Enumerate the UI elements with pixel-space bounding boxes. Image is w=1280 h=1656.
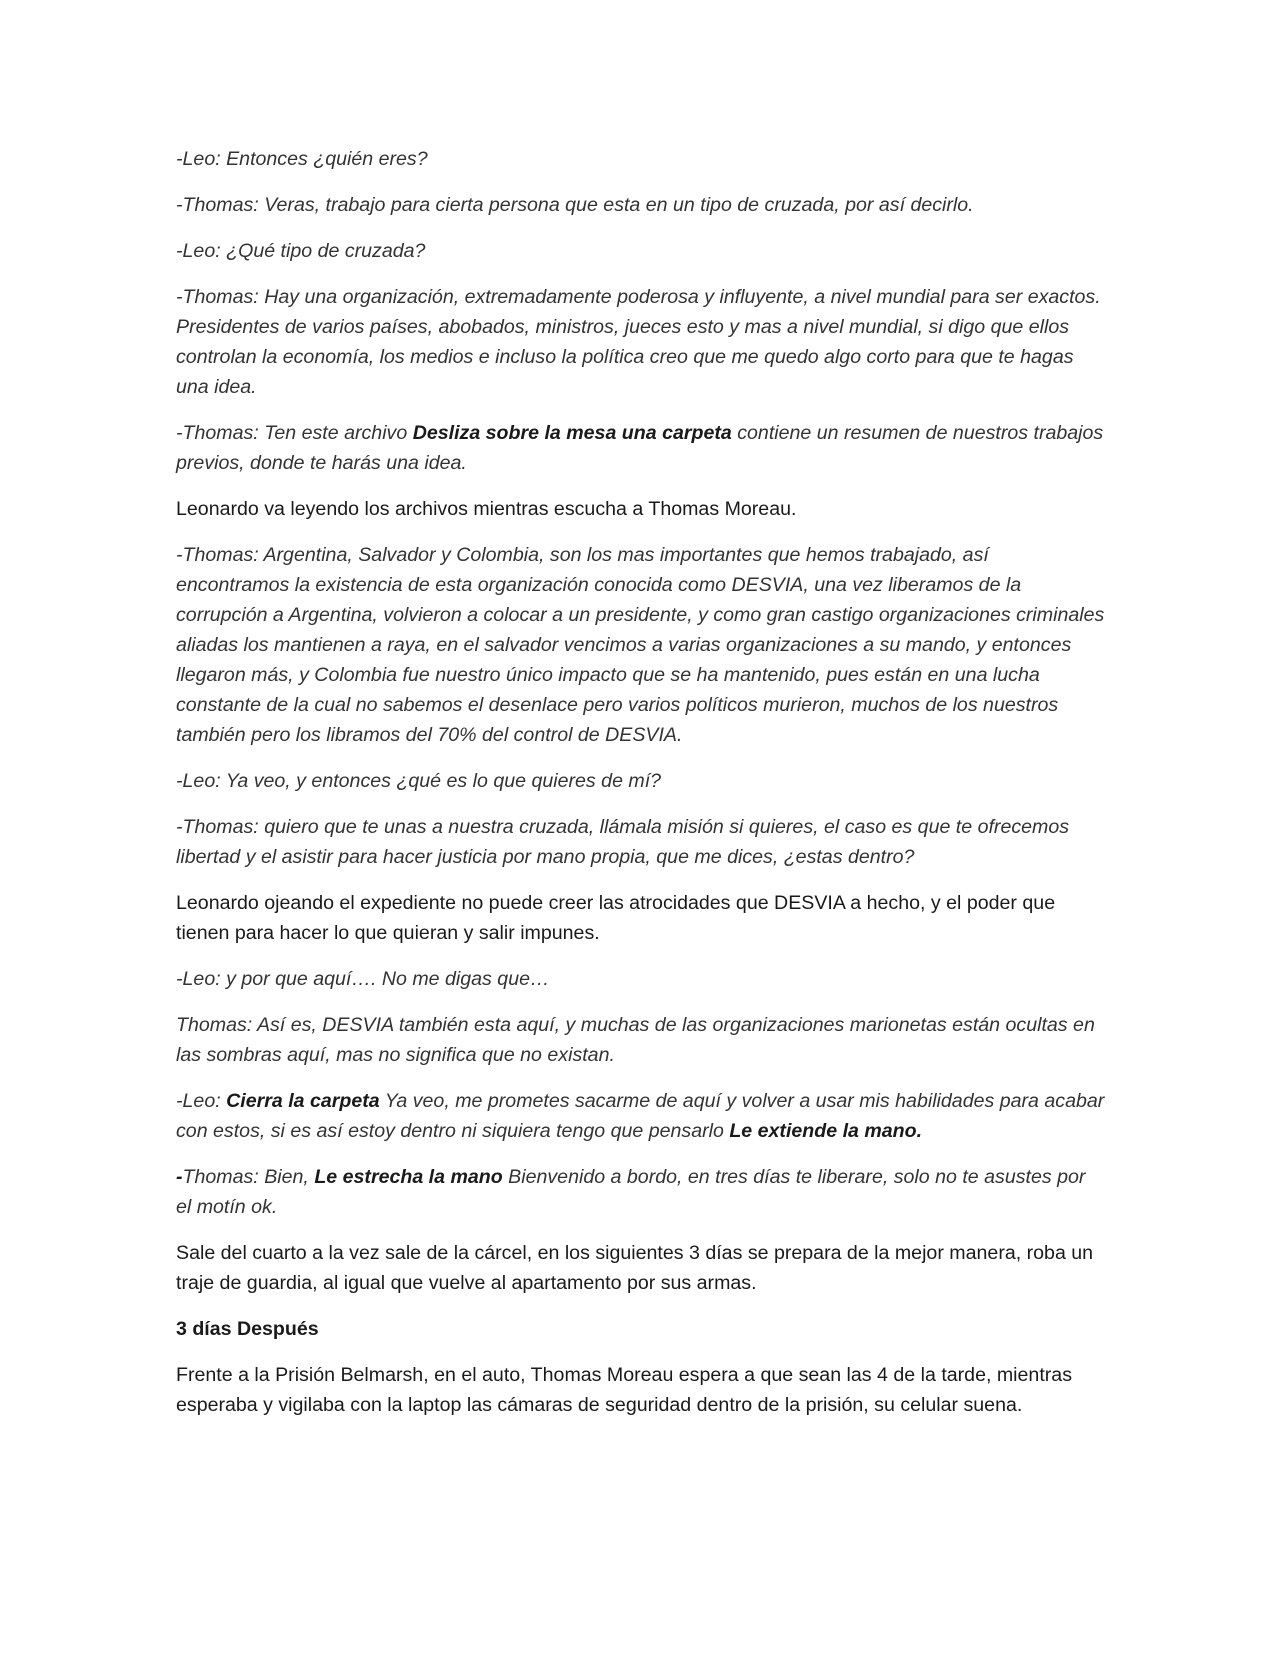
- stage-direction: Desliza sobre la mesa una carpeta: [412, 422, 732, 444]
- paragraph-6: [176, 494, 1106, 524]
- paragraph-1: [176, 144, 1106, 174]
- paragraph-13: [176, 1086, 1106, 1146]
- paragraph-4: [176, 282, 1106, 402]
- paragraph-12: [176, 1010, 1106, 1070]
- text-run: Frente a la Prisión Belmarsh, en el auto, Thomas Moreau espera a que sean las 4 de la tarde, mientras esperaba y vigilaba con la laptop las cámaras de seguridad dentro de la prisión, su celular suena.: [176, 1364, 1072, 1416]
- text-run: Leonardo ojeando el expediente no puede creer las atrocidades que DESVIA a hecho, y el poder que tienen para hacer lo que quieran y salir impunes.: [176, 892, 1056, 944]
- document-page: [176, 144, 1106, 1436]
- paragraph-3: [176, 236, 1106, 266]
- stage-direction: Le extiende la mano.: [729, 1120, 923, 1142]
- paragraph-5: [176, 418, 1106, 478]
- paragraph-8: [176, 766, 1106, 796]
- paragraph-9: [176, 812, 1106, 872]
- stage-direction: -: [176, 1166, 183, 1188]
- paragraph-15: [176, 1238, 1106, 1298]
- stage-direction: Le estrecha la mano: [314, 1166, 503, 1188]
- paragraph-7: [176, 540, 1106, 750]
- paragraph-2: [176, 190, 1106, 220]
- text-run: -Leo: Ya veo, y entonces ¿qué es lo que quieres de mí?: [176, 770, 662, 792]
- text-run: contiene un resumen de nuestros trabajos previos, donde te harás una idea.: [176, 422, 1104, 474]
- text-run: -Thomas: Hay una organización, extremadamente poderosa y influyente, a nivel mundial para ser exactos. Presidentes de varios países, abobados, ministros, jueces esto y mas a nivel mundial, si digo que ellos controlan la economía, los medios e incluso la política creo que me quedo algo corto para que te hagas una idea.: [176, 286, 1101, 398]
- text-run: -Thomas: quiero que te unas a nuestra cruzada, llámala misión si quieres, el caso es que te ofrecemos libertad y el asistir para hacer justicia por mano propia, que me dices, ¿estas dentro?: [176, 816, 1070, 868]
- text-run: Ya veo, me prometes sacarme de aquí y volver a usar mis habilidades para acabar con estos, si es así estoy dentro ni siquiera tengo que pensarlo: [176, 1090, 1105, 1142]
- section-heading: [176, 1314, 1106, 1344]
- text-run: -Thomas: Ten este archivo: [176, 422, 413, 444]
- text-run: Thomas: Bien,: [182, 1166, 315, 1188]
- text-run: Thomas: Así es, DESVIA también esta aquí, y muchas de las organizaciones marionetas están ocultas en las sombras aquí, mas no significa que no existan.: [176, 1014, 1095, 1066]
- text-run: Bienvenido a bordo, en tres días te liberare, solo no te asustes por el motín ok.: [176, 1166, 1086, 1218]
- text-run: -Leo: ¿Qué tipo de cruzada?: [176, 240, 426, 262]
- text-run: Sale del cuarto a la vez sale de la cárcel, en los siguientes 3 días se prepara de la mejor manera, roba un traje de guardia, al igual que vuelve al apartamento por sus armas.: [176, 1242, 1094, 1294]
- paragraph-11: [176, 964, 1106, 994]
- text-run: -Thomas: Argentina, Salvador y Colombia, son los mas importantes que hemos trabajado, así encontramos la existencia de esta organización conocida como DESVIA, una vez liberamos de la corrupción a Argentina, volvieron a colocar a un presidente, y como gran castigo organizaciones criminales aliadas los mantienen a raya, en el salvador vencimos a varias organizaciones a su mando, y entonces llegaron más, y Colombia fue nuestro único impacto que se ha mantenido, pues están en una lucha constante de la cual no sabemos el desenlace pero varios políticos murieron, muchos de los nuestros también pero los libramos del 70% del control de DESVIA.: [176, 544, 1105, 746]
- text-run: -Leo:: [176, 1090, 227, 1112]
- text-run: -Leo: y por que aquí…. No me digas que…: [176, 968, 550, 990]
- paragraph-17: [176, 1360, 1106, 1420]
- paragraph-10: [176, 888, 1106, 948]
- text-run: -Thomas: Veras, trabajo para cierta persona que esta en un tipo de cruzada, por así decirlo.: [176, 194, 974, 216]
- heading-text: 3 días Después: [176, 1318, 319, 1340]
- stage-direction: Cierra la carpeta: [226, 1090, 380, 1112]
- paragraph-14: [176, 1162, 1106, 1222]
- text-run: -Leo: Entonces ¿quién eres?: [176, 148, 428, 170]
- text-run: Leonardo va leyendo los archivos mientras escucha a Thomas Moreau.: [176, 498, 797, 520]
